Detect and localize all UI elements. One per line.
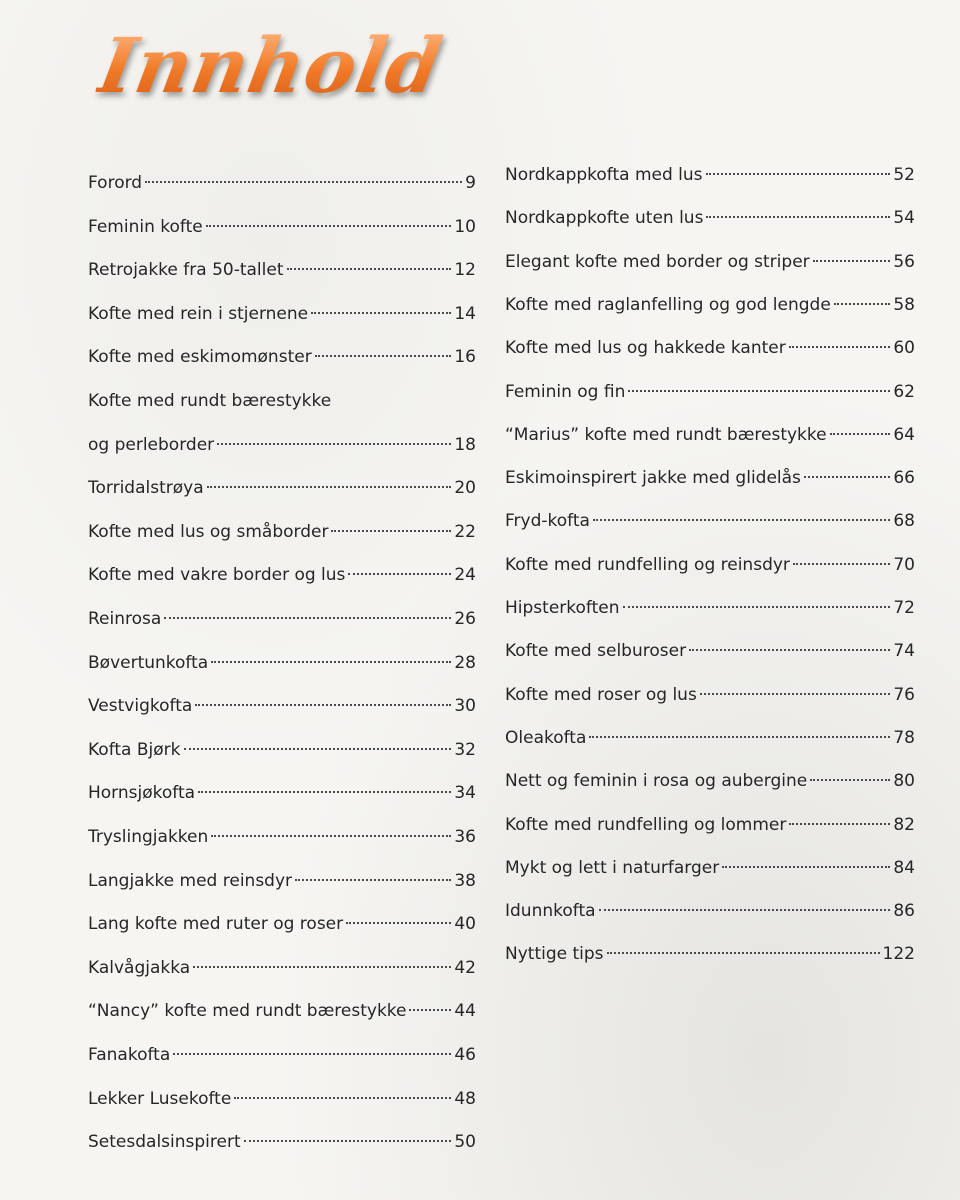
toc-entry — [505, 379, 915, 405]
toc-entry — [88, 650, 476, 676]
toc-entry-page: 76 — [893, 684, 915, 705]
toc-entry-title: Nett og feminin i rosa og aubergine — [505, 771, 808, 792]
toc-entry-page: 52 — [893, 165, 915, 185]
toc-entry — [505, 898, 915, 924]
dot-leader — [789, 346, 891, 348]
toc-entry-title: Kofte med roser og lus — [505, 684, 697, 705]
toc-entry-page: 30 — [454, 696, 476, 717]
toc-entry-page: 10 — [454, 216, 476, 237]
toc-entry-title: Nordkappkofte uten lus — [505, 208, 704, 229]
toc-entry — [88, 606, 476, 632]
dot-leader — [206, 225, 452, 227]
dot-leader — [607, 952, 880, 954]
toc-entry — [505, 249, 915, 275]
toc-entry-title: Nordkappkofta med lus — [505, 165, 703, 185]
toc-entry — [88, 824, 476, 850]
toc-entry — [88, 170, 476, 196]
toc-entry-title: Elegant kofte med border og striper — [505, 251, 810, 272]
toc-entry — [505, 768, 915, 794]
dot-leader — [217, 443, 451, 445]
dot-leader — [295, 879, 451, 881]
toc-entry-title: Torridalstrøya — [88, 478, 204, 499]
toc-entry — [88, 1086, 476, 1112]
toc-entry-title: Kofte med rundfelling og reinsdyr — [505, 554, 790, 575]
toc-entry — [505, 205, 915, 231]
toc-entry-title: Retrojakke fra 50-tallet — [88, 260, 284, 281]
dot-leader — [599, 909, 891, 911]
dot-leader — [706, 173, 891, 175]
toc-entry-title: Setesdalsinspirert — [88, 1132, 241, 1153]
toc-entry — [505, 595, 915, 621]
dot-leader — [628, 390, 890, 392]
dot-leader — [198, 791, 451, 793]
dot-leader — [793, 563, 890, 565]
dot-leader — [830, 433, 891, 435]
toc-entry — [505, 725, 915, 751]
dot-leader — [164, 617, 451, 619]
toc-entry-page: 58 — [893, 294, 915, 315]
toc-entry-page: 56 — [893, 251, 915, 272]
toc-entry-title: Kofte med rundt bærestykke — [88, 391, 332, 411]
toc-entry — [505, 855, 915, 881]
toc-entry-page: 68 — [893, 511, 915, 532]
toc-entry-page: 86 — [893, 901, 915, 922]
toc-entry-page: 64 — [893, 424, 915, 445]
toc-entry-title: Hornsjøkofta — [88, 783, 196, 804]
toc-entry — [88, 1042, 476, 1068]
toc-entry-title: Kofta Bjørk — [88, 739, 181, 760]
dot-leader — [311, 312, 451, 314]
toc-entry-title: Hipsterkoften — [505, 598, 620, 618]
toc-entry — [88, 475, 476, 501]
toc-entry-page: 12 — [454, 260, 476, 281]
dot-leader — [331, 530, 451, 532]
toc-entry — [88, 780, 476, 806]
dot-leader — [193, 966, 451, 968]
toc-entry-title: Fryd-kofta — [505, 511, 590, 532]
toc-entry-page: 40 — [454, 914, 476, 935]
dot-leader — [810, 779, 890, 781]
toc-entry-title: Kofte med rein i stjernene — [88, 303, 309, 324]
dot-leader — [287, 268, 452, 270]
toc-entry-title: Idunnkofta — [505, 901, 596, 922]
toc-entry-title: Eskimoinspirert jakke med glidelås — [505, 468, 801, 489]
dot-leader — [409, 1009, 451, 1011]
page-title: Innhold — [92, 21, 449, 110]
dot-leader — [834, 303, 891, 305]
toc-entry-page: 32 — [454, 739, 476, 760]
toc-entry-title: “Nancy” kofte med rundt bærestykke — [88, 1001, 407, 1022]
toc-entry-page: 82 — [893, 814, 915, 835]
toc-entry-page: 78 — [893, 727, 915, 748]
toc-entry-title: “Marius” kofte med rundt bærestykke — [505, 424, 827, 445]
toc-entry-page: 48 — [454, 1088, 476, 1109]
dot-leader — [195, 704, 451, 706]
dot-leader — [589, 736, 890, 738]
dot-leader — [593, 519, 890, 521]
dot-leader — [173, 1053, 451, 1055]
dot-leader — [315, 355, 452, 357]
toc-entry — [88, 693, 476, 719]
dot-leader — [211, 661, 451, 663]
toc-entry — [88, 1129, 476, 1155]
toc-entry — [505, 508, 915, 534]
toc-entry-title: Fanakofta — [88, 1045, 171, 1065]
toc-entry-title: Forord — [88, 173, 143, 193]
toc-entry — [88, 301, 476, 327]
toc-entry-page: 74 — [893, 641, 915, 662]
toc-entry-page: 50 — [454, 1132, 476, 1153]
toc-entry-page: 16 — [454, 347, 476, 368]
dot-leader — [348, 573, 451, 575]
toc-entry-title: Kofte med eskimomønster — [88, 347, 312, 368]
dot-leader — [184, 748, 452, 750]
toc-entry — [505, 162, 915, 188]
dot-leader — [211, 835, 451, 837]
toc-entry-title: Kofte med raglanfelling og god lengde — [505, 294, 831, 315]
toc-entry-page: 54 — [893, 208, 915, 229]
toc-entry-page: 22 — [454, 521, 476, 542]
toc-entry-page: 72 — [893, 598, 915, 618]
toc-entry-title: Kofte med rundfelling og lommer — [505, 814, 787, 835]
toc-entry-title: Langjakke med reinsdyr — [88, 870, 293, 891]
toc-entry-title: Kofte med selburoser — [505, 641, 687, 662]
toc-entry-title: Kofte med vakre border og lus — [88, 565, 346, 586]
toc-entry-title: Vestvigkofta — [88, 696, 193, 717]
toc-entry — [505, 335, 915, 361]
toc-entry — [88, 911, 476, 937]
toc-entry-page: 36 — [454, 827, 476, 847]
toc-entry-page: 24 — [454, 565, 476, 586]
toc-entry-title: Tryslingjakken — [88, 827, 209, 847]
toc-entry-page: 26 — [454, 609, 476, 629]
toc-entry-page: 46 — [454, 1045, 476, 1065]
toc-entry-page: 84 — [893, 857, 915, 878]
toc-entry-page: 34 — [454, 783, 476, 804]
toc-entry-page: 38 — [454, 870, 476, 891]
toc-entry — [505, 552, 915, 578]
dot-leader — [789, 823, 890, 825]
toc-entry — [505, 465, 915, 491]
dot-leader — [207, 486, 452, 488]
toc-entry — [88, 955, 476, 981]
toc-entry-title: Nyttige tips — [505, 944, 604, 965]
toc-entry — [505, 682, 915, 708]
toc-entry-title: Oleakofta — [505, 727, 587, 748]
toc-entry-page: 122 — [882, 944, 915, 965]
dot-leader — [244, 1140, 452, 1142]
toc-entry-page: 80 — [893, 771, 915, 792]
toc-entry — [505, 422, 915, 448]
toc-entry-page: 70 — [893, 554, 915, 575]
toc-entry — [88, 737, 476, 763]
toc-entry — [88, 344, 476, 370]
toc-entry-page: 62 — [893, 381, 915, 402]
dot-leader — [700, 693, 891, 695]
toc-entry-title: Feminin kofte — [88, 216, 203, 237]
toc-entry-page: 44 — [454, 1001, 476, 1022]
toc-entry-title: Lekker Lusekofte — [88, 1088, 232, 1109]
toc-entry-title: Bøvertunkofta — [88, 652, 209, 673]
toc-entry-page: 60 — [893, 338, 915, 359]
toc-entry-page: 9 — [465, 173, 476, 193]
toc-entry-title: og perleborder — [88, 434, 215, 455]
toc-entry-title: Kalvågjakka — [88, 957, 191, 978]
toc-entry — [505, 812, 915, 838]
toc-entry-title: Reinrosa — [88, 609, 162, 629]
toc-entry-page: 28 — [454, 652, 476, 673]
toc-entry — [88, 998, 476, 1024]
toc-entry — [505, 941, 915, 967]
toc-entry-title: Kofte med lus og hakkede kanter — [505, 338, 786, 359]
toc-entry — [88, 519, 476, 545]
toc-entry — [505, 292, 915, 318]
dot-leader — [234, 1097, 451, 1099]
toc-entry-page: 66 — [893, 468, 915, 489]
dot-leader — [804, 476, 890, 478]
toc-entry-page: 20 — [454, 478, 476, 499]
toc-entry-title: Kofte med lus og småborder — [88, 521, 329, 542]
dot-leader — [689, 649, 890, 651]
toc-entry-title: Mykt og lett i naturfarger — [505, 857, 720, 878]
dot-leader — [623, 606, 891, 608]
dot-leader — [346, 922, 451, 924]
toc-entry — [88, 257, 476, 283]
toc-entry — [88, 562, 476, 588]
dot-leader — [722, 866, 890, 868]
toc-entry — [88, 388, 476, 414]
toc-entry-page: 14 — [454, 303, 476, 324]
toc-entry — [88, 868, 476, 894]
dot-leader — [145, 181, 462, 183]
toc-entry-title: Lang kofte med ruter og roser — [88, 914, 344, 935]
toc-entry-page: 18 — [454, 434, 476, 455]
toc-entry-title: Feminin og fin — [505, 381, 626, 402]
toc-entry — [88, 214, 476, 240]
dot-leader — [813, 260, 891, 262]
toc-entry — [88, 432, 476, 458]
toc-entry — [505, 638, 915, 664]
dot-leader — [706, 216, 890, 218]
toc-entry-page: 42 — [454, 957, 476, 978]
